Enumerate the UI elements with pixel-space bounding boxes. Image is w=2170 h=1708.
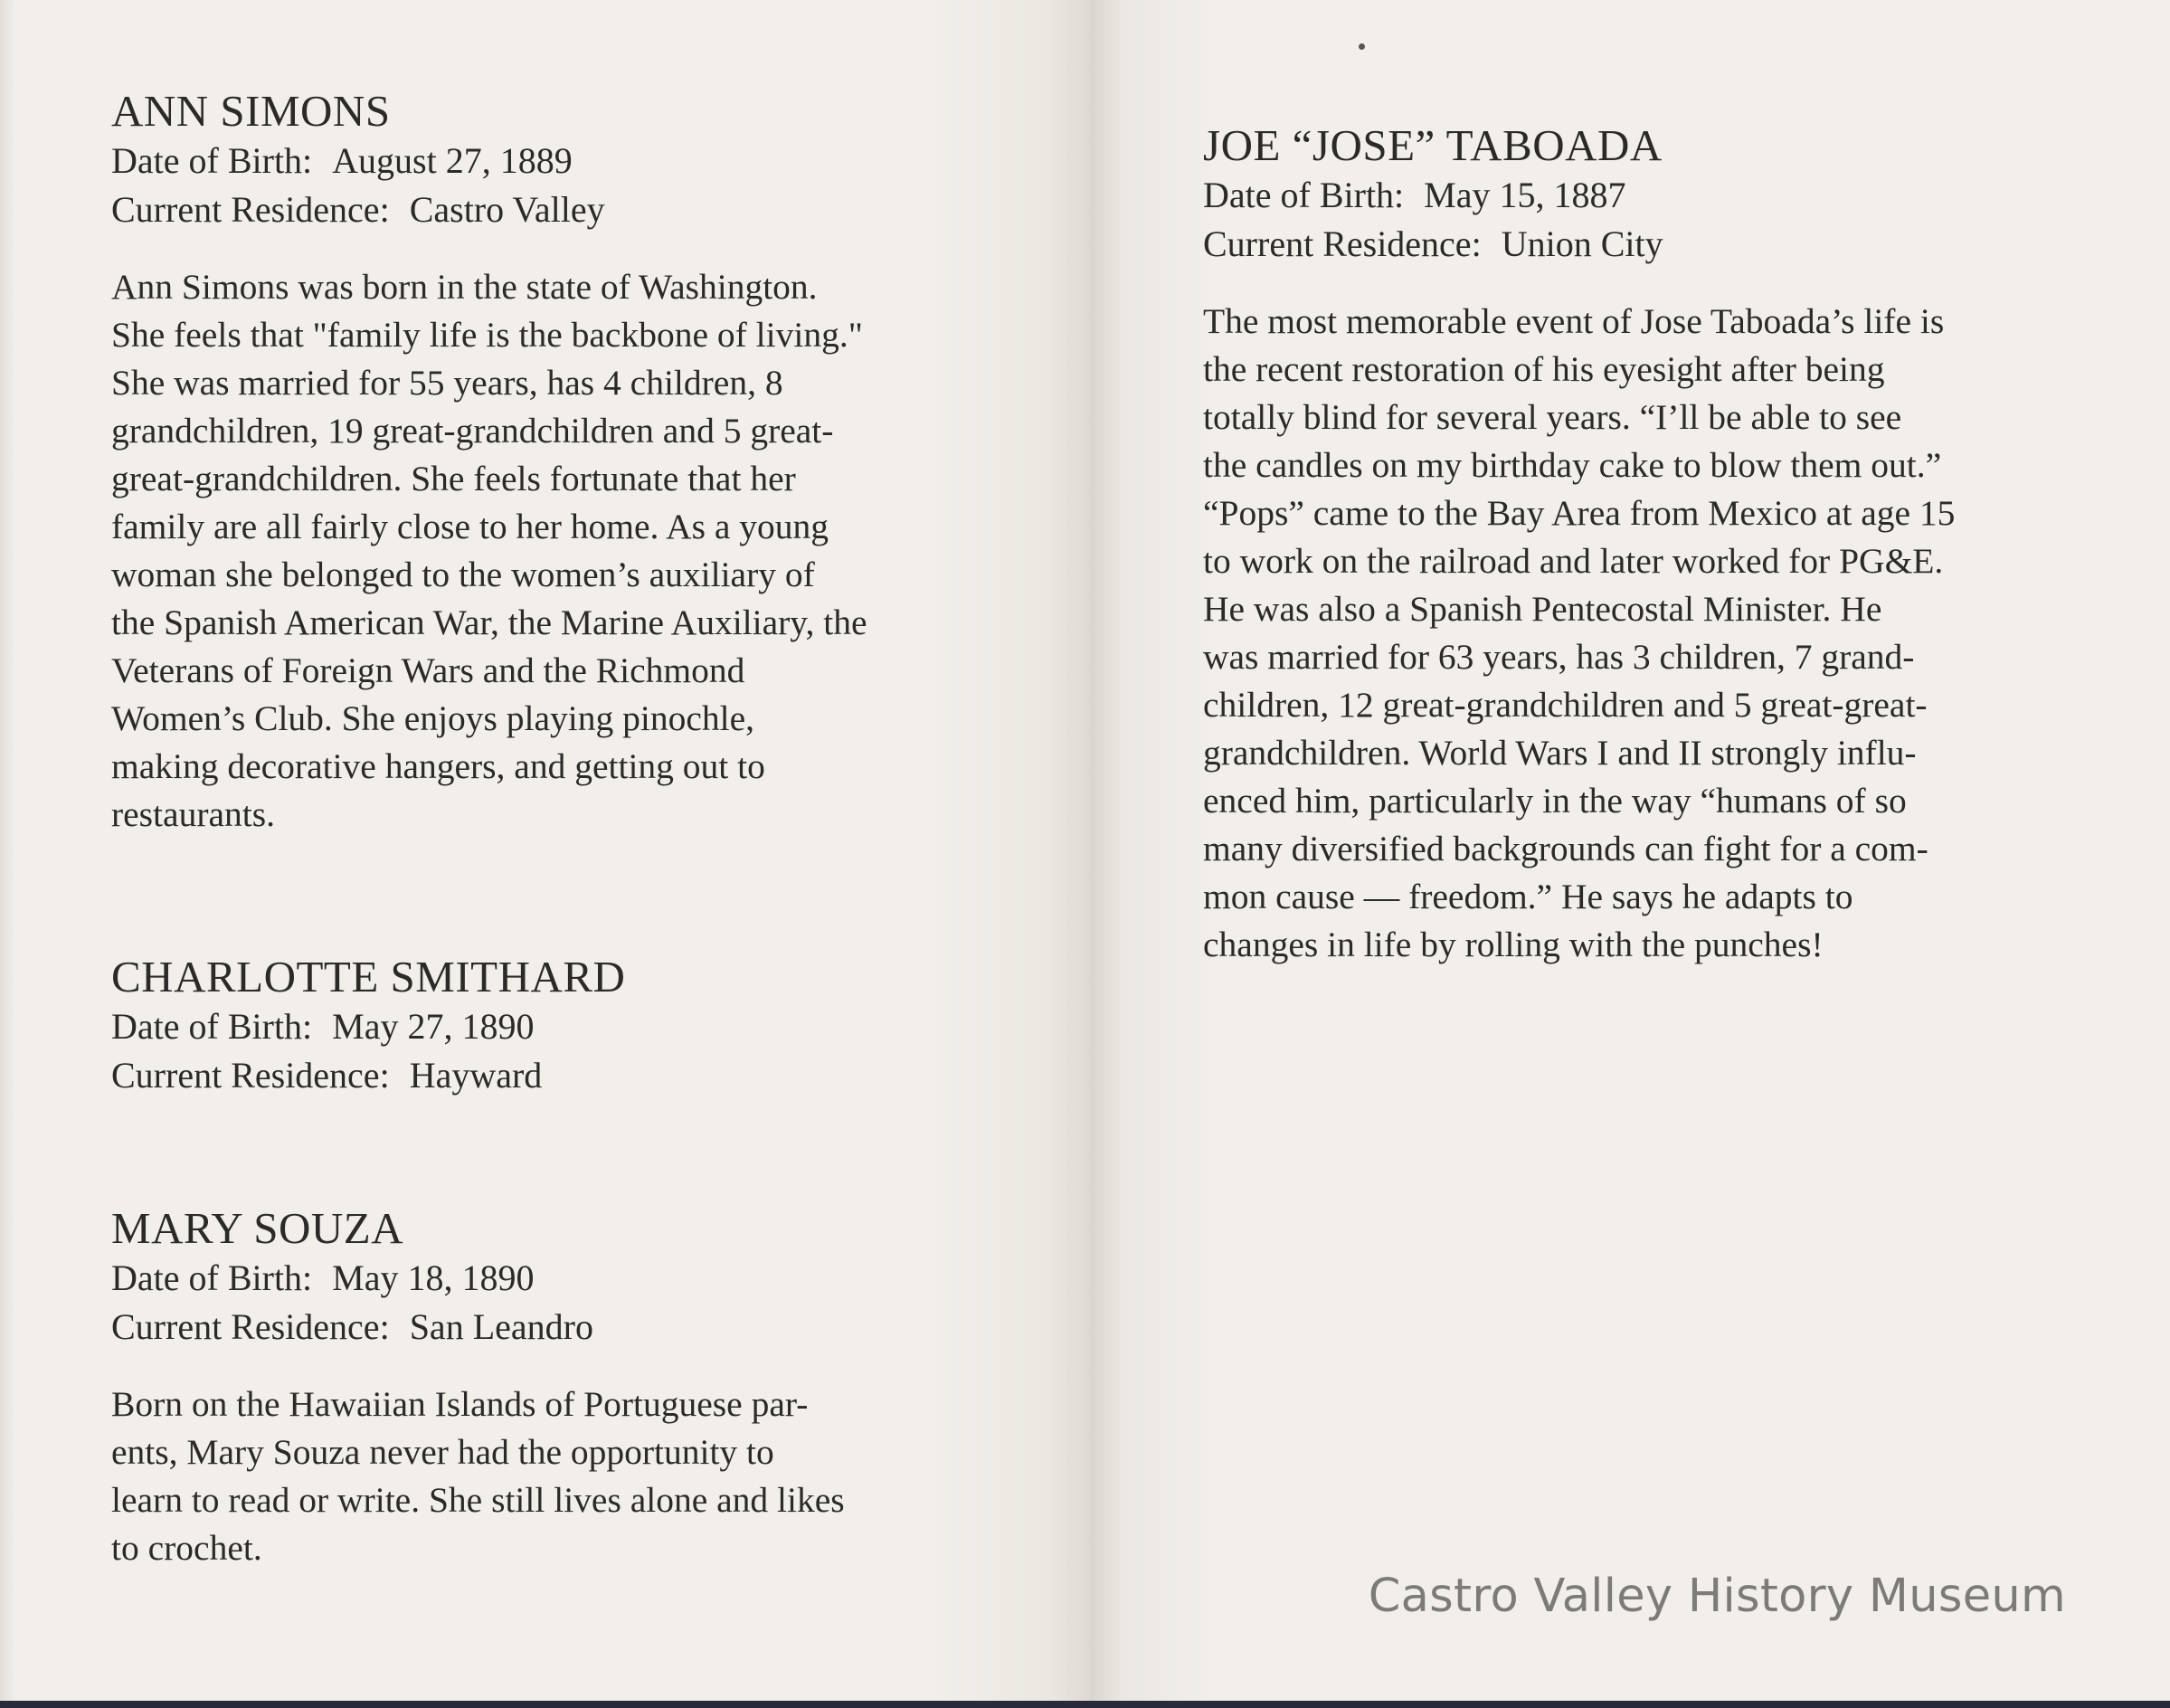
bio-line: changes in life by rolling with the punches! <box>1203 925 1824 964</box>
residence-value: Union City <box>1501 223 1663 264</box>
bio-line: totally blind for several years. “I’ll be able to see <box>1203 397 1902 437</box>
dob-value: May 15, 1887 <box>1424 175 1626 215</box>
dob-label: Date of Birth: <box>111 1257 313 1298</box>
entry-bio <box>111 263 1025 839</box>
bio-line: Women’s Club. She enjoys playing pinochle, <box>111 698 755 738</box>
bio-line: great-grandchildren. She feels fortunate that her <box>111 459 796 498</box>
current-residence <box>1203 220 2144 269</box>
bio-line: grandchildren. World Wars I and II strongly influ- <box>1203 733 1917 773</box>
museum-credit: Castro Valley History Museum <box>1368 1570 2066 1623</box>
bio-line: to work on the railroad and later worked for PG&E. <box>1203 541 1944 581</box>
dob-value: May 27, 1890 <box>332 1006 535 1047</box>
entry-joe-taboada <box>1203 120 2144 969</box>
bio-line: to crochet. <box>111 1528 262 1568</box>
current-residence <box>111 1303 1025 1352</box>
bio-line: restaurants. <box>111 794 275 834</box>
bio-line: children, 12 great-grandchildren and 5 great-great- <box>1203 685 1928 725</box>
bio-line: the candles on my birthday cake to blow them out.” <box>1203 445 1942 485</box>
residence-value: Castro Valley <box>409 189 605 230</box>
dob-value: May 18, 1890 <box>332 1257 535 1298</box>
bio-line: The most memorable event of Jose Taboada’s life is <box>1203 301 1945 341</box>
bio-line: grandchildren, 19 great-grandchildren and 5 great- <box>111 411 834 451</box>
residence-value: San Leandro <box>409 1306 593 1347</box>
bio-line: Ann Simons was born in the state of Washington. <box>111 267 818 307</box>
residence-label: Current Residence: <box>111 189 390 230</box>
date-of-birth <box>111 1254 1025 1303</box>
bio-line: woman she belonged to the women’s auxiliary of <box>111 555 815 594</box>
residence-value: Hayward <box>409 1055 543 1096</box>
residence-label: Current Residence: <box>111 1055 390 1096</box>
bio-line: many diversified backgrounds can fight for a com- <box>1203 829 1928 868</box>
entry-name: MARY SOUZA <box>111 1203 404 1253</box>
bio-line: family are all fairly close to her home. As a young <box>111 507 829 546</box>
bio-line: was married for 63 years, has 3 children, 7 grand- <box>1203 637 1915 677</box>
date-of-birth <box>111 1002 1025 1051</box>
entry-name: JOE “JOSE” TABOADA <box>1203 120 1663 170</box>
residence-label: Current Residence: <box>1203 223 1482 264</box>
bio-line: She feels that "family life is the backbone of living." <box>111 315 863 355</box>
bio-line: He was also a Spanish Pentecostal Minister. He <box>1203 589 1882 629</box>
bio-line: She was married for 55 years, has 4 children, 8 <box>111 363 783 403</box>
dob-label: Date of Birth: <box>111 140 313 181</box>
entry-charlotte-smithard <box>111 952 1025 1100</box>
bio-line: the recent restoration of his eyesight after being <box>1203 349 1885 389</box>
entry-ann-simons <box>111 86 1025 839</box>
bio-line: ents, Mary Souza never had the opportunity to <box>111 1432 774 1472</box>
bio-line: learn to read or write. She still lives alone and likes <box>111 1480 845 1520</box>
print-speck <box>1359 43 1365 50</box>
right-page <box>1090 0 2170 1701</box>
dob-label: Date of Birth: <box>111 1006 313 1047</box>
current-residence <box>111 1051 1025 1100</box>
bio-line: “Pops” came to the Bay Area from Mexico at age 15 <box>1203 493 1956 533</box>
entry-mary-souza <box>111 1203 1025 1572</box>
residence-label: Current Residence: <box>111 1306 390 1347</box>
bio-line: enced him, particularly in the way “humans of so <box>1203 781 1907 821</box>
bio-line: Born on the Hawaiian Islands of Portuguese par- <box>111 1384 809 1424</box>
entry-name: CHARLOTTE SMITHARD <box>111 952 626 1001</box>
dob-value: August 27, 1889 <box>332 140 573 181</box>
entry-name: ANN SIMONS <box>111 86 391 136</box>
bio-line: Veterans of Foreign Wars and the Richmond <box>111 650 745 690</box>
current-residence <box>111 185 1025 234</box>
bio-line: making decorative hangers, and getting out to <box>111 746 765 786</box>
bio-line: the Spanish American War, the Marine Auxiliary, the <box>111 603 867 642</box>
entry-bio <box>1203 298 2144 969</box>
page-edge-shadow <box>0 0 16 1701</box>
bio-line: mon cause — freedom.” He says he adapts to <box>1203 877 1853 916</box>
date-of-birth <box>111 137 1025 185</box>
dob-label: Date of Birth: <box>1203 175 1405 215</box>
entry-bio <box>111 1381 1025 1572</box>
date-of-birth <box>1203 171 2144 220</box>
scan-bottom-edge <box>0 1701 2170 1708</box>
